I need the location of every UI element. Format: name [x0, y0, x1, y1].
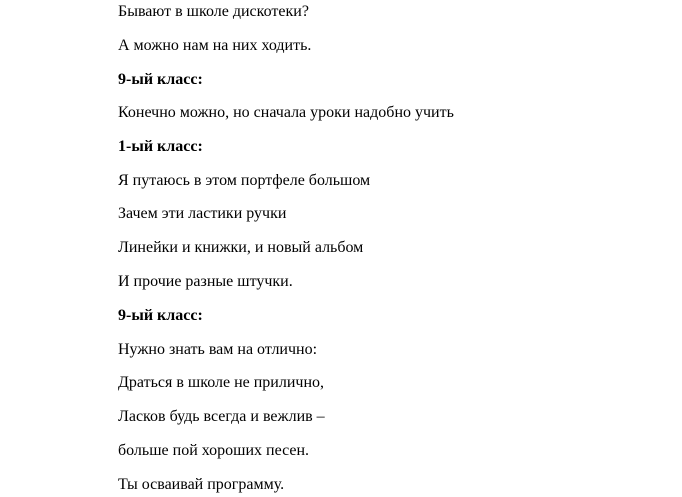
text-line: А можно нам на них ходить. [118, 37, 312, 54]
text-line: Конечно можно, но сначала уроки надобно учить [118, 104, 454, 121]
text-line: Линейки и книжки, и новый альбом [118, 239, 364, 256]
text-line: Я путаюсь в этом портфеле большом [118, 172, 371, 189]
speaker-heading: 9-ый класс: [118, 307, 203, 324]
text-line: Ласков будь всегда и вежлив – [118, 408, 325, 425]
text-line: Нужно знать вам на отлично: [118, 341, 318, 358]
text-line: И прочие разные штучки. [118, 273, 293, 290]
speaker-heading: 9-ый класс: [118, 71, 203, 88]
text-line: Зачем эти ластики ручки [118, 205, 287, 222]
text-line: Ты осваивай программу. [118, 476, 285, 493]
text-line: Драться в школе не прилично, [118, 374, 325, 391]
speaker-heading: 1-ый класс: [118, 138, 203, 155]
text-line: Бывают в школе дискотеки? [118, 3, 309, 20]
text-line: больше пой хороших песен. [118, 442, 310, 459]
